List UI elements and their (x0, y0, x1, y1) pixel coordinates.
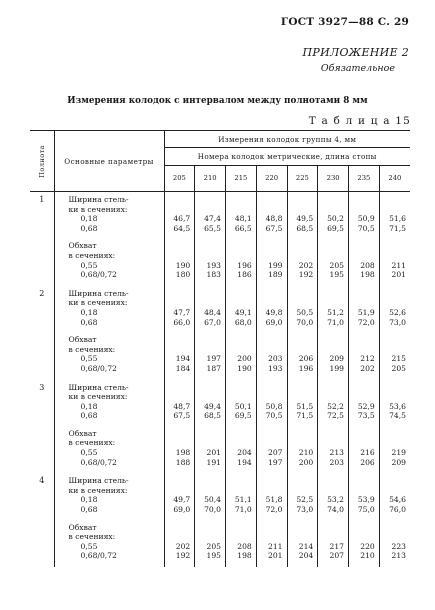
value-cell (318, 473, 349, 567)
fullness-header: Полнота (37, 144, 46, 178)
measurement-value: 49,5 (296, 214, 314, 224)
size-header: 230 (318, 165, 349, 191)
measurement-value: 210 (298, 448, 314, 458)
numbers-header: Номера колодок метрические, длина стопы (164, 148, 410, 165)
measurement-value: 52,9 (357, 401, 375, 411)
size-header: 205 (164, 165, 195, 191)
measurement-value: 48,7 (173, 401, 191, 411)
value-cell (226, 192, 257, 286)
measurement-value: 198 (237, 551, 252, 561)
measurement-value: 200 (298, 457, 314, 467)
measurement-value: 210 (360, 551, 375, 561)
table-row (30, 473, 410, 567)
measurement-value: 214 (298, 541, 314, 551)
measurement-value: 203 (268, 354, 283, 364)
measurement-value: 206 (360, 457, 375, 467)
table-row (30, 192, 410, 286)
section-label: 0,55 (80, 354, 98, 364)
measurement-value: 205 (329, 260, 344, 270)
measurement-value: 74,0 (327, 505, 344, 515)
section-label: 0,55 (80, 260, 98, 270)
measurement-value: 207 (268, 448, 283, 458)
measurement-value: 207 (329, 551, 344, 561)
measurement-value: 198 (360, 270, 375, 280)
section-label: 0,68/0,72 (80, 270, 117, 280)
value-cell (164, 286, 195, 380)
measurement-value: 208 (360, 260, 375, 270)
parameter-label: Ширина стель- (68, 195, 129, 204)
measurement-value: 66,5 (234, 223, 252, 233)
measurement-value: 219 (391, 448, 406, 458)
measurement-value: 205 (206, 541, 221, 551)
value-cell (287, 286, 318, 380)
measurement-value: 189 (268, 270, 283, 280)
value-cell (318, 192, 349, 286)
value-cell (226, 380, 257, 474)
params-cell (54, 380, 164, 474)
parameter-label: Обхват (68, 241, 97, 251)
measurement-value: 199 (329, 363, 344, 373)
measurement-value: 68,0 (234, 317, 252, 327)
measurement-value: 48,8 (265, 214, 283, 224)
parameter-label: в сечениях: (68, 250, 116, 260)
section-label: 0,68 (80, 317, 98, 327)
measurement-value: 50,1 (234, 401, 252, 411)
measurement-value: 52,5 (296, 495, 314, 505)
measurement-value: 50,9 (357, 214, 375, 224)
measurement-value: 193 (206, 260, 221, 270)
parameter-label: ки в сечениях: (68, 392, 128, 402)
params-cell (54, 192, 164, 286)
measurement-value: 69,0 (265, 317, 283, 327)
measurement-value: 70,5 (357, 223, 375, 233)
section-label: 0,18 (80, 307, 98, 317)
measurement-value: 75,0 (357, 505, 375, 515)
measurement-value: 73,0 (389, 317, 406, 327)
measurement-value: 52,2 (327, 401, 344, 411)
measurement-value: 46,7 (173, 214, 191, 224)
value-cell (349, 473, 380, 567)
measurement-value: 188 (175, 457, 191, 467)
measurement-value: 49,1 (234, 307, 252, 317)
parameter-label: ки в сечениях: (68, 485, 128, 495)
value-cell (226, 286, 257, 380)
measurement-value: 70,0 (204, 505, 221, 515)
document-title: Измерения колодок с интервалом между полнотами 8 мм (67, 96, 368, 106)
measurement-value: 50,2 (327, 214, 344, 224)
size-header: 240 (379, 165, 410, 191)
measurement-value: 203 (329, 457, 344, 467)
value-cell (256, 192, 287, 286)
measurement-value: 53,6 (389, 401, 406, 411)
value-cell (318, 380, 349, 474)
measurement-value: 76,0 (389, 505, 406, 515)
table-row (30, 380, 410, 474)
parameter-label: Ширина стель- (68, 288, 129, 298)
measurement-value: 211 (391, 260, 406, 270)
measurement-value: 194 (237, 457, 252, 467)
section-label: 0,18 (80, 495, 98, 505)
params-cell (54, 286, 164, 380)
measurement-value: 47,4 (204, 214, 221, 224)
measurement-value: 49,7 (173, 495, 191, 505)
value-cell (256, 473, 287, 567)
measurement-value: 67,0 (204, 317, 221, 327)
measurement-value: 51,9 (357, 307, 375, 317)
measurement-value: 209 (329, 354, 344, 364)
value-cell (164, 192, 195, 286)
measurement-value: 213 (391, 551, 406, 561)
measurement-value: 220 (360, 541, 375, 551)
section-label: 0,55 (80, 448, 98, 458)
measurement-value: 180 (175, 270, 191, 280)
measurement-value: 190 (175, 260, 191, 270)
measurement-value: 206 (298, 354, 314, 364)
measurement-value: 70,0 (296, 317, 314, 327)
measurement-value: 51,8 (265, 495, 283, 505)
fullness-number: 4 (39, 476, 45, 486)
measurement-value: 205 (391, 363, 406, 373)
value-cell (287, 192, 318, 286)
section-label: 0,55 (80, 541, 98, 551)
parameter-label: в сечениях: (68, 438, 116, 448)
measurement-value: 50,8 (265, 401, 283, 411)
measurement-value: 183 (206, 270, 221, 280)
section-label: 0,68 (80, 411, 98, 421)
value-cell (195, 473, 226, 567)
fullness-header-cell (30, 131, 54, 192)
measurement-value: 71,5 (389, 223, 406, 233)
measurement-value: 50,4 (204, 495, 221, 505)
parameter-label: Обхват (68, 428, 97, 438)
parameter-label: ки в сечениях: (68, 298, 128, 308)
appendix-title: ПРИЛОЖЕНИЕ 2 (302, 46, 409, 59)
measurement-value: 71,0 (234, 505, 252, 515)
measurement-value: 212 (360, 354, 375, 364)
value-cell (379, 380, 410, 474)
measurement-value: 204 (298, 551, 314, 561)
value-cell (195, 380, 226, 474)
value-cell (287, 380, 318, 474)
size-header: 215 (226, 165, 257, 191)
measurement-value: 48,1 (234, 214, 252, 224)
measurements-table (30, 130, 410, 567)
measurement-value: 190 (237, 363, 252, 373)
value-cell (318, 286, 349, 380)
value-cell (349, 192, 380, 286)
measurement-value: 47,7 (173, 307, 191, 317)
measurement-value: 202 (175, 541, 191, 551)
value-cell (256, 286, 287, 380)
measurement-value: 184 (175, 363, 191, 373)
measurement-value: 68,5 (204, 411, 221, 421)
measurement-value: 191 (206, 457, 221, 467)
size-header: 225 (287, 165, 318, 191)
measurement-value: 208 (237, 541, 252, 551)
measurement-value: 201 (268, 551, 283, 561)
value-cell (164, 380, 195, 474)
measurement-value: 69,0 (173, 505, 191, 515)
parameter-label: Ширина стель- (68, 476, 129, 486)
measurement-value: 196 (237, 260, 252, 270)
measurement-value: 71,5 (296, 411, 314, 421)
value-cell (195, 286, 226, 380)
measurement-value: 48,4 (204, 307, 221, 317)
value-cell (379, 286, 410, 380)
size-header: 220 (256, 165, 287, 191)
value-cell (379, 473, 410, 567)
measurement-value: 73,5 (357, 411, 375, 421)
measurement-value: 194 (175, 354, 191, 364)
measurement-value: 67,5 (265, 223, 283, 233)
measurement-value: 52,6 (389, 307, 406, 317)
measurement-value: 69,5 (327, 223, 344, 233)
measurement-value: 200 (237, 354, 252, 364)
measurement-value: 204 (237, 448, 252, 458)
params-header: Основные параметры (54, 131, 164, 192)
measurement-value: 51,5 (296, 401, 314, 411)
measurement-value: 68,5 (296, 223, 314, 233)
measurement-value: 64,5 (173, 223, 191, 233)
table-label: Т а б л и ц а 15 (308, 115, 411, 127)
measurement-value: 201 (391, 270, 406, 280)
fullness-number: 1 (39, 195, 45, 204)
measurement-value: 72,0 (265, 505, 283, 515)
measurement-value: 202 (360, 363, 375, 373)
value-cell (349, 380, 380, 474)
page-header: ГОСТ 3927—88 С. 29 (280, 16, 409, 28)
measurement-value: 74,5 (389, 411, 406, 421)
value-cell (349, 286, 380, 380)
measurement-value: 199 (268, 260, 283, 270)
measurement-value: 192 (175, 551, 191, 561)
section-label: 0,68/0,72 (80, 363, 117, 373)
size-header: 210 (195, 165, 226, 191)
section-label: 0,68 (80, 505, 98, 515)
section-label: 0,68/0,72 (80, 457, 117, 467)
measurement-value: 223 (391, 541, 406, 551)
params-cell (54, 473, 164, 567)
measurement-value: 66,0 (173, 317, 191, 327)
parameter-label: в сечениях: (68, 532, 116, 542)
section-label: 0,68/0,72 (80, 551, 117, 561)
parameter-label: Ширина стель- (68, 382, 129, 392)
measurement-value: 53,2 (327, 495, 344, 505)
value-cell (164, 473, 195, 567)
measurement-value: 186 (237, 270, 252, 280)
measurement-value: 54,6 (389, 495, 406, 505)
measurement-value: 50,5 (296, 307, 314, 317)
measurement-value: 67,5 (173, 411, 191, 421)
measurement-value: 69,5 (234, 411, 252, 421)
measurement-value: 216 (360, 448, 375, 458)
measurement-value: 195 (206, 551, 221, 561)
measurement-value: 213 (329, 448, 344, 458)
measurement-value: 49,4 (204, 401, 221, 411)
measurement-value: 192 (298, 270, 314, 280)
section-label: 0,18 (80, 214, 98, 224)
fullness-number: 2 (39, 288, 45, 298)
value-cell (287, 473, 318, 567)
measurement-value: 215 (391, 354, 406, 364)
measurement-value: 73,0 (296, 505, 314, 515)
measurement-value: 202 (298, 260, 314, 270)
measurement-value: 193 (268, 363, 283, 373)
value-cell (226, 473, 257, 567)
section-label: 0,68 (80, 223, 98, 233)
value-cell (195, 192, 226, 286)
measurement-value: 187 (206, 363, 221, 373)
measurement-value: 70,5 (265, 411, 283, 421)
value-cell (256, 380, 287, 474)
measurement-value: 217 (329, 541, 344, 551)
measurement-value: 51,6 (389, 214, 406, 224)
measurement-value: 197 (206, 354, 221, 364)
parameter-label: ки в сечениях: (68, 204, 128, 214)
parameter-label: Обхват (68, 335, 97, 345)
measurement-value: 209 (391, 457, 406, 467)
measurement-value: 195 (329, 270, 344, 280)
measurement-value: 196 (298, 363, 314, 373)
appendix-subtitle: Обязательное (320, 63, 395, 74)
measurement-value: 198 (175, 448, 191, 458)
fullness-number: 3 (39, 382, 45, 392)
measurement-value: 211 (268, 541, 283, 551)
measurement-value: 201 (206, 448, 221, 458)
measurement-value: 51,1 (234, 495, 252, 505)
group-header: Измерения колодок группы 4, мм (164, 131, 410, 148)
parameter-label: в сечениях: (68, 344, 116, 354)
size-header: 235 (349, 165, 380, 191)
measurement-value: 71,0 (327, 317, 344, 327)
measurement-value: 53,9 (357, 495, 375, 505)
section-label: 0,18 (80, 401, 98, 411)
measurement-value: 197 (268, 457, 283, 467)
measurement-value: 65,5 (204, 223, 221, 233)
measurement-value: 72,5 (327, 411, 344, 421)
table-row (30, 286, 410, 380)
measurement-value: 51,2 (327, 307, 344, 317)
measurement-value: 72,0 (357, 317, 375, 327)
parameter-label: Обхват (68, 522, 97, 532)
measurement-value: 49,8 (265, 307, 283, 317)
value-cell (379, 192, 410, 286)
